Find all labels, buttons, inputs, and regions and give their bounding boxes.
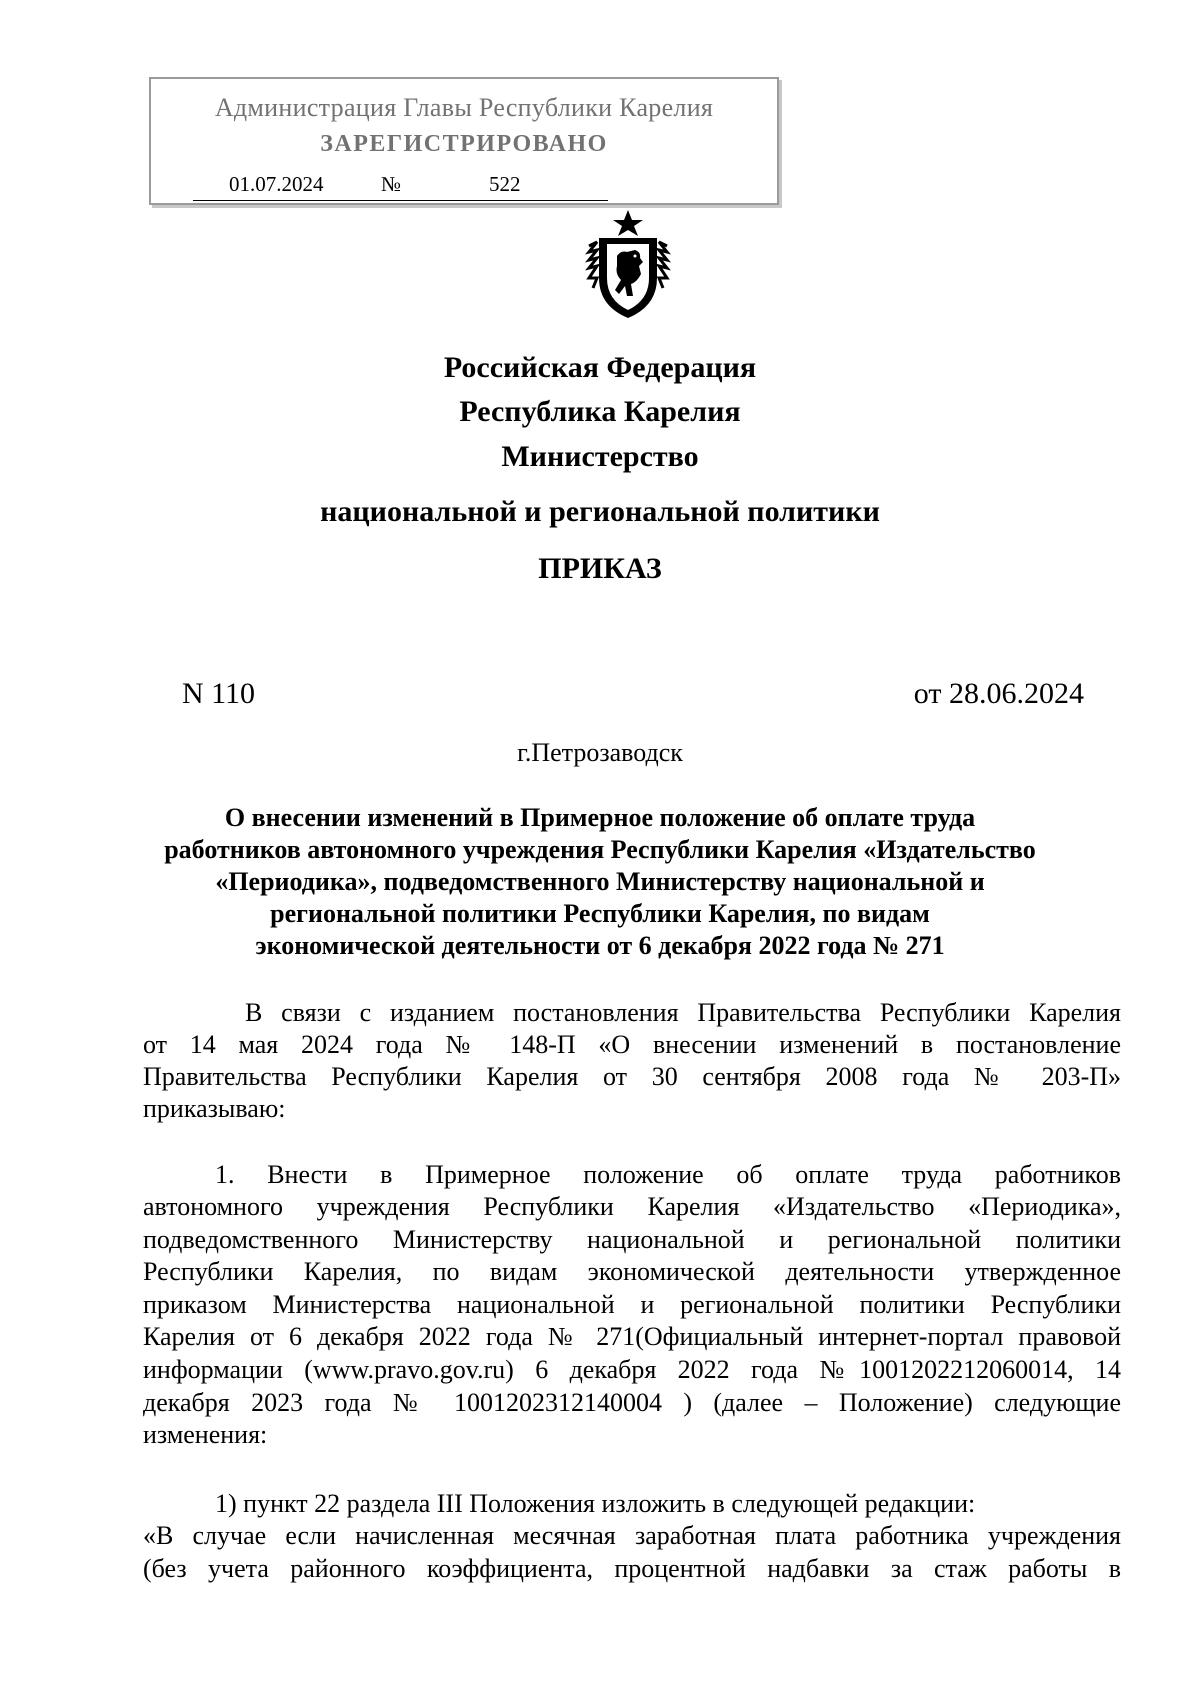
body-line: от 14 мая 2024 года № 148-П «О внесении изменений в постановление	[143, 1030, 1121, 1059]
subject-line: О внесении изменений в Примерное положение об оплате труда	[224, 803, 976, 832]
body-line: приказом Министерства национальной и региональной политики Республики	[143, 1290, 1121, 1319]
body-line: Правительства Республики Карелия от 30 сентября 2008 года № 203-П»	[143, 1062, 1121, 1091]
body-line: информации (www.pravo.gov.ru) 6 декабря 2022 года №1001202212060014, 14	[143, 1355, 1121, 1384]
stamp-registration-line	[193, 172, 608, 201]
header-ministry-name: национальной и региональной политики	[320, 495, 880, 528]
body-line: приказываю:	[143, 1094, 286, 1123]
registration-stamp	[149, 77, 779, 205]
order-number: N 110	[182, 677, 256, 710]
subject-line: региональной политики Республики Карелия, по видам	[270, 899, 930, 928]
body-line: Карелия от 6 декабря 2022 года № 271(Официальный интернет-портал правовой	[143, 1322, 1121, 1351]
body-line: автономного учреждения Республики Карелия «Издательство «Периодика»,	[143, 1192, 1121, 1221]
stamp-registered: ЗАРЕГИСТРИРОВАНО	[320, 131, 608, 157]
order-city: г.Петрозаводск	[517, 738, 683, 767]
body-line: В связи с изданием постановления Правительства Республики Карелия	[245, 998, 1121, 1027]
body-line: декабря 2023 года № 1001202312140004 ) (далее – Положение) следующие	[143, 1388, 1121, 1417]
body-line: «В случае если начисленная месячная заработная плата работника учреждения	[143, 1521, 1121, 1550]
header-ministry: Министерство	[501, 440, 699, 473]
subject-line: «Периодика», подведомственного Министерству национальной и	[215, 867, 985, 896]
stamp-number: 522	[489, 172, 521, 196]
body-line: 1) пункт 22 раздела III Положения изложить в следующей редакции:	[215, 1489, 976, 1518]
body-line: Республики Карелия, по видам экономической деятельности утвержденное	[143, 1257, 1121, 1286]
body-line: (без учета районного коэффициента, процентной надбавки за стаж работы в	[143, 1554, 1121, 1583]
body-line: 1. Внести в Примерное положение об оплате труда работников	[215, 1160, 1121, 1189]
subject-line: работников автономного учреждения Республики Карелия «Издательство	[164, 835, 1036, 864]
coat-of-arms-icon	[583, 208, 673, 320]
stamp-number-sign: №	[381, 172, 402, 196]
stamp-date: 01.07.2024	[229, 172, 324, 196]
document-type: ПРИКАЗ	[538, 552, 662, 585]
body-line: изменения:	[143, 1420, 268, 1449]
header-region: Республика Карелия	[459, 395, 741, 428]
stamp-authority: Администрация Главы Республики Карелия	[214, 93, 714, 122]
order-date: от 28.06.2024	[913, 677, 1084, 710]
order-subject	[140, 802, 1060, 962]
body-line: подведомственного Министерству национальной и региональной политики	[143, 1225, 1121, 1254]
subject-line: экономической деятельности от 6 декабря 2022 года № 271	[255, 931, 945, 960]
header-country: Российская Федерация	[443, 351, 757, 384]
